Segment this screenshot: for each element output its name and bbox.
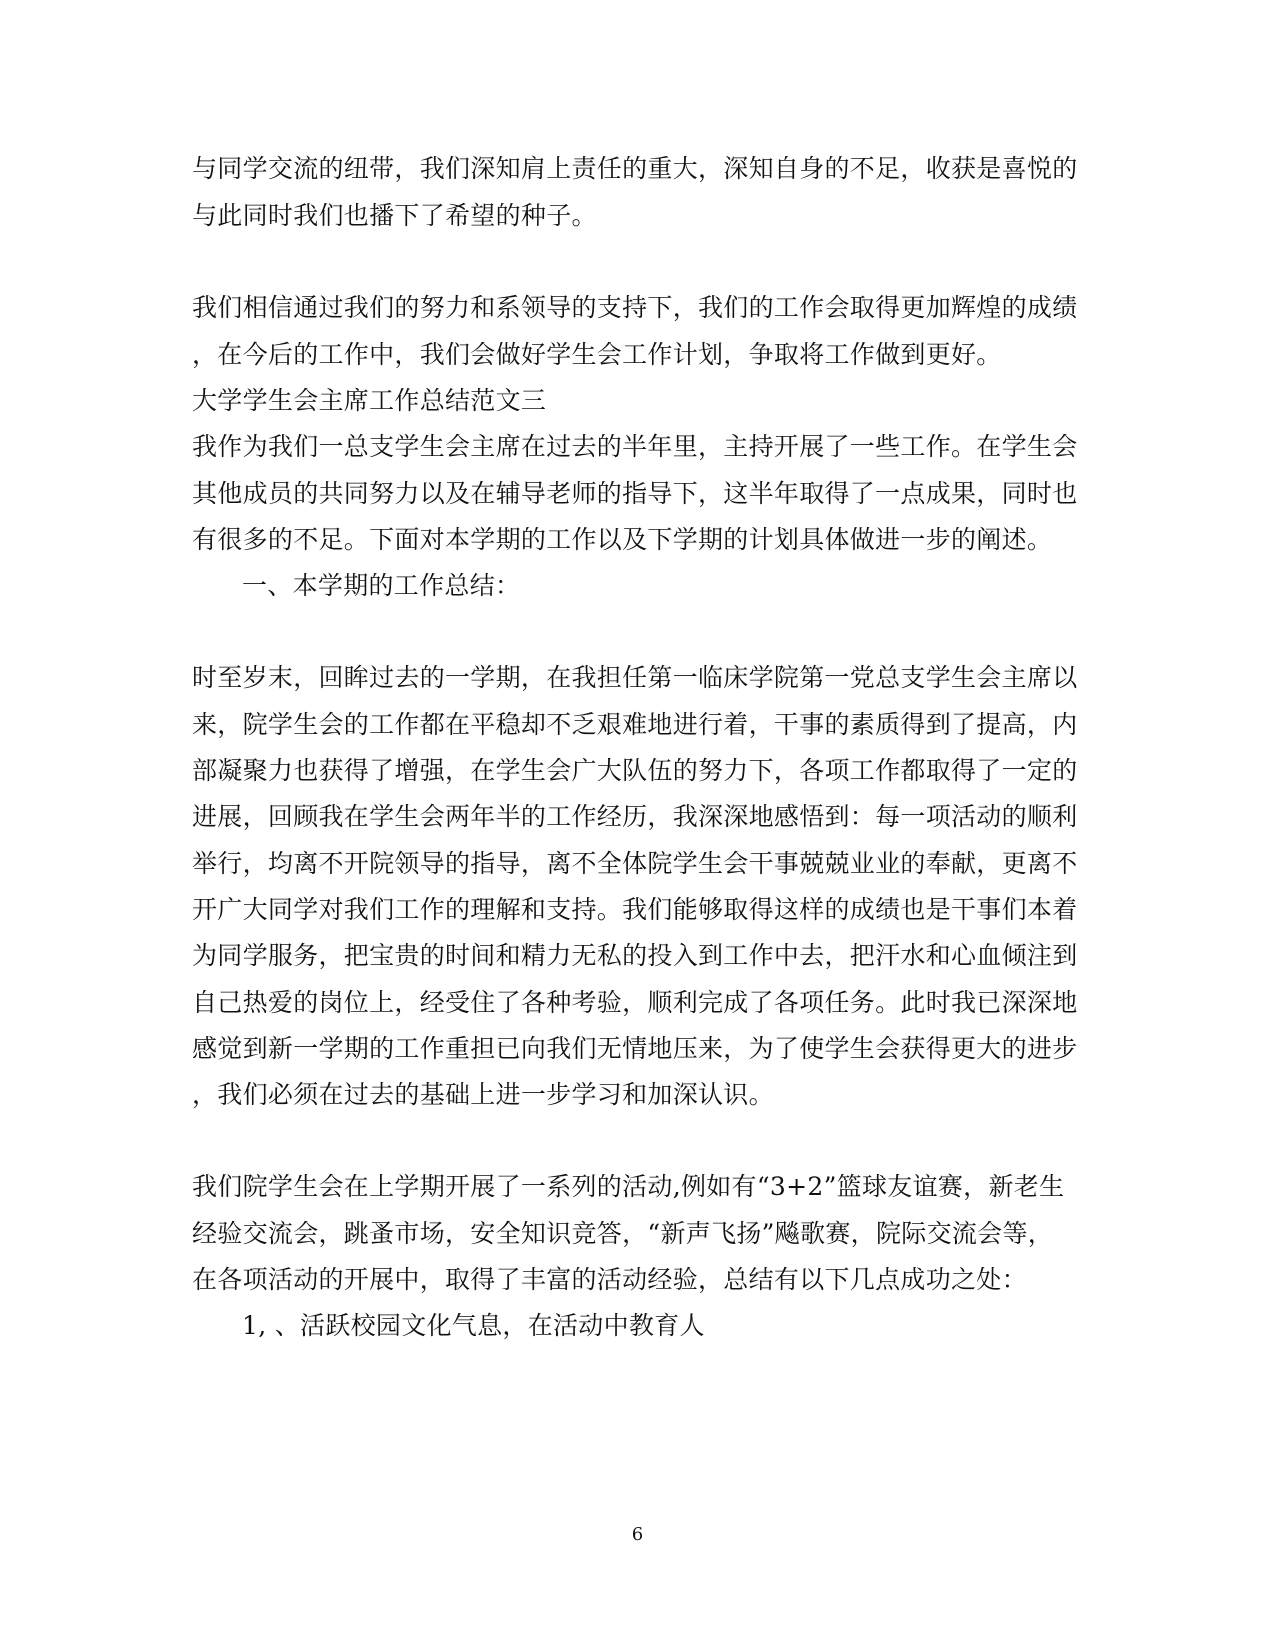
text-line: 开广大同学对我们工作的理解和支持。我们能够取得这样的成绩也是干事们本着 [192, 895, 1078, 924]
text-line: 我们院学生会在上学期开展了一系列的活动,例如有“3+2”篮球友谊赛，新老生 [192, 1172, 1065, 1201]
text-line: 与此同时我们也播下了希望的种子。 [192, 201, 597, 230]
text-line: ，我们必须在过去的基础上进一步学习和加深认识。 [192, 1080, 774, 1109]
text-line: 时至岁末，回眸过去的一学期，在我担任第一临床学院第一党总支学生会主席以 [192, 663, 1078, 692]
text-line: ，在今后的工作中，我们会做好学生会工作计划，争取将工作做到更好。 [192, 340, 1002, 369]
text-line: 来，院学生会的工作都在平稳却不乏艰难地进行着，干事的素质得到了提高，内 [192, 710, 1078, 739]
section-heading: 大学学生会主席工作总结范文三 [192, 386, 547, 415]
text-line: 在各项活动的开展中，取得了丰富的活动经验，总结有以下几点成功之处： [192, 1265, 1027, 1294]
text-line: 举行，均离不开院领导的指导，离不全体院学生会干事兢兢业业的奉献，更离不 [192, 849, 1078, 878]
text-line: 进展，回顾我在学生会两年半的工作经历，我深深地感悟到：每一项活动的顺利 [192, 802, 1078, 831]
list-item: 1, 、活跃校园文化气息，在活动中教育人 [242, 1311, 705, 1340]
text-line: 部凝聚力也获得了增强，在学生会广大队伍的努力下，各项工作都取得了一定的 [192, 756, 1078, 785]
text-line: 感觉到新一学期的工作重担已向我们无情地压来，为了使学生会获得更大的进步 [192, 1034, 1078, 1063]
page-number: 6 [631, 1524, 644, 1545]
text-line: 其他成员的共同努力以及在辅导老师的指导下，这半年取得了一点成果，同时也 [192, 479, 1078, 508]
subsection-heading: 一、本学期的工作总结： [242, 571, 521, 600]
text-line: 为同学服务，把宝贵的时间和精力无私的投入到工作中去，把汗水和心血倾注到 [192, 941, 1078, 970]
text-line: 自己热爱的岗位上，经受住了各种考验，顺利完成了各项任务。此时我已深深地 [192, 988, 1078, 1017]
text-line: 我们相信通过我们的努力和系领导的支持下，我们的工作会取得更加辉煌的成绩 [192, 293, 1078, 322]
text-line: 我作为我们一总支学生会主席在过去的半年里，主持开展了一些工作。在学生会 [192, 432, 1078, 461]
text-line: 有很多的不足。下面对本学期的工作以及下学期的计划具体做进一步的阐述。 [192, 525, 1053, 554]
text-line: 与同学交流的纽带，我们深知肩上责任的重大，深知自身的不足，收获是喜悦的 [192, 154, 1078, 183]
text-line: 经验交流会，跳蚤市场，安全知识竞答，“新声飞扬”飚歌赛，院际交流会等， [192, 1219, 1054, 1248]
